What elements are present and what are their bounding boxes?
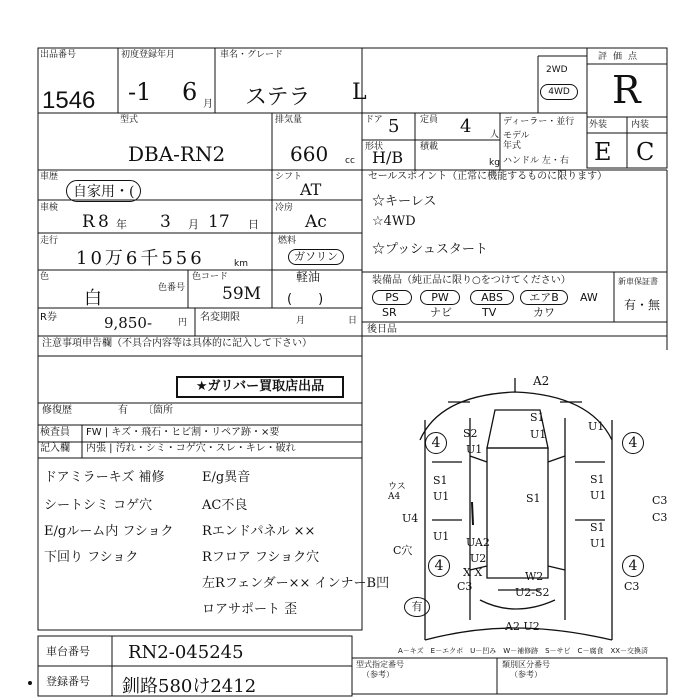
yen: 円	[178, 318, 188, 328]
mark-u1-r2: U1	[590, 537, 607, 550]
inspection-label: 車検	[40, 203, 59, 213]
car-name: ステラ	[245, 85, 311, 110]
mileage: 10万6千556	[76, 248, 205, 269]
reg-label: 登録番号	[46, 675, 90, 688]
year-suffix: 年	[116, 218, 127, 231]
first-reg-year: -1	[128, 78, 152, 106]
ac-label: 冷房	[275, 203, 294, 213]
recorder-label: 記入欄	[40, 443, 70, 454]
shape-label: 形状	[365, 142, 384, 152]
model-label: 型式	[120, 115, 139, 125]
mark-c3-r2: C3	[652, 511, 668, 524]
mark-s1-l: S1	[433, 474, 448, 487]
day-suffix: 日	[248, 218, 259, 231]
mark-s1-r1: S1	[590, 473, 605, 486]
codes-row-1: FW | キズ・飛石・ヒビ割・リペア跡・×要	[86, 427, 280, 438]
mark-u1: U1	[530, 428, 547, 441]
mark-u1-l: U1	[433, 490, 450, 503]
ext-label: 外装	[589, 120, 608, 130]
note-line-9: 左Rフェンダー×× インナーB凹	[202, 576, 390, 591]
mileage-label: 走行	[40, 236, 59, 246]
cc-unit: cc	[345, 156, 355, 166]
doors: 5	[388, 116, 400, 137]
ext-grade: E	[594, 138, 612, 166]
mark-ua2: UA2	[466, 536, 490, 549]
repair-yes: 有	[118, 405, 128, 416]
mark-xx: X X	[463, 566, 483, 579]
recycle-label: R券	[40, 312, 57, 323]
note-line-4: AC不良	[202, 498, 248, 513]
month-suffix: 月	[203, 99, 213, 110]
gulliver-stamp: ★ガリバー買取店出品	[176, 376, 344, 398]
spare-tire-yes: 有	[404, 597, 430, 617]
equip-tv: TV	[482, 306, 497, 319]
fuel-label: 燃料	[278, 236, 297, 246]
dealer-label: ディーラー・並行	[503, 117, 575, 127]
load-label: 積載	[420, 142, 439, 152]
lot-number: 1546	[42, 87, 96, 114]
note-line-7: 下回り フショク	[44, 550, 139, 565]
grade: L	[352, 80, 367, 105]
mark-u1-fr: U1	[588, 420, 605, 433]
mark-usu-a4: ウス A4	[388, 482, 406, 502]
note-line-3: シートシミ コゲ穴	[44, 498, 153, 513]
mark-c3-r1: C3	[652, 494, 668, 507]
repair-label: 修復歴	[42, 405, 72, 416]
equipment-title: 装備品（純正品に限り○をつけてください）	[372, 275, 571, 286]
ref2-label: 類別区分番号	[502, 660, 550, 669]
score: R	[612, 68, 641, 112]
equip-leather: カワ	[533, 306, 555, 319]
insp-era: R	[82, 212, 95, 232]
warranty-value: 有・無	[624, 298, 661, 312]
note-line-10: ロアサポート 歪	[202, 602, 298, 617]
shape: H/B	[372, 148, 404, 167]
model: DBA-RN2	[128, 142, 226, 166]
equip-abs: ABS	[470, 290, 514, 305]
repair-bracket: 〔箇所	[143, 405, 173, 416]
sales-point-1: ☆キーレス	[372, 194, 437, 209]
mark-c3-rl: C3	[457, 580, 473, 593]
mark-u1-l2: U1	[433, 530, 450, 543]
equip-airbag: エアB	[520, 290, 568, 305]
notes-title: 注意事項申告欄（不具合内容等は具体的に記入して下さい）	[42, 338, 312, 349]
equip-ps: PS	[372, 290, 412, 305]
car-diagram	[420, 378, 612, 640]
mark-u1-b: U1	[466, 443, 483, 456]
capacity: 4	[460, 116, 472, 137]
name-change-label: 名変期限	[200, 312, 240, 323]
ref2-sub: （参考）	[510, 670, 542, 679]
mark-w2: W2	[525, 570, 544, 583]
equip-navi: ナビ	[430, 306, 452, 319]
insp-month: 3	[160, 212, 171, 232]
mark-c-hole: C穴	[393, 544, 413, 557]
first-reg-month: 6	[182, 78, 198, 106]
note-line-8: Rフロア フショク穴	[202, 550, 320, 565]
mark-s2: S2	[463, 427, 478, 440]
nc-month: 月	[296, 316, 306, 326]
new-warranty-label: 新車保証書	[618, 277, 658, 286]
note-line-6: Rエンドパネル ××	[202, 524, 316, 539]
inspector-label: 検査員	[40, 427, 70, 438]
tire-4-rr: 4	[622, 555, 644, 577]
drive-2wd: 2WD	[546, 65, 568, 75]
handle-label: ハンドル 左・右	[503, 156, 569, 166]
mark-a2-top: A2	[533, 374, 550, 388]
first-reg-label: 初度登録年月	[121, 50, 176, 60]
tire-4-rl: 4	[428, 555, 450, 577]
mark-u1-r1: U1	[590, 489, 607, 502]
mark-u2: U2	[470, 552, 487, 565]
tire-4-fr: 4	[622, 432, 644, 454]
codes-row-2: 内張 | 汚れ・シミ・コゲ穴・スレ・キレ・破れ	[86, 443, 296, 454]
capacity-label: 定員	[420, 115, 439, 125]
capacity-unit: 人	[490, 130, 500, 140]
ref1-label: 型式指定番号	[356, 660, 404, 669]
equip-sr: SR	[382, 306, 397, 319]
sales-point-3: ☆プッシュスタート	[372, 242, 488, 257]
int-grade: C	[636, 138, 655, 166]
insp-year: 8	[98, 212, 109, 232]
score-label: 評価点	[598, 52, 644, 62]
note-line-1: ドアミラーキズ 補修	[44, 470, 165, 485]
year-label: モデル年式	[503, 131, 530, 151]
fuel-kei: 軽油	[296, 270, 321, 284]
doors-label: ドア	[365, 115, 383, 125]
sales-point-2: ☆4WD	[372, 214, 416, 229]
color-no-label: 色番号	[158, 283, 186, 293]
km-unit: km	[234, 259, 248, 269]
ac: Ac	[305, 212, 327, 232]
cc-label: 排気量	[275, 115, 303, 125]
insp-day: 17	[208, 212, 230, 232]
mark-c3-rr: C3	[624, 580, 640, 593]
lot-label: 出品番号	[40, 50, 77, 60]
mark-a2-u2: A2 U2	[505, 620, 540, 633]
mark-s1-r2: S1	[590, 521, 605, 534]
color-code: 59M	[222, 284, 262, 304]
mark-u2-s2: U2-S2	[515, 586, 550, 599]
equip-aw: AW	[580, 291, 598, 304]
fuel-bracket: ( )	[287, 292, 324, 307]
ref1-sub: （参考）	[362, 670, 394, 679]
reg-number: 釧路580け2412	[122, 676, 257, 697]
load-unit: kg	[489, 158, 500, 168]
note-line-2: E/g異音	[202, 470, 251, 485]
mark-u4: U4	[402, 512, 419, 525]
month-suffix-2: 月	[188, 218, 199, 231]
shift: AT	[300, 180, 322, 199]
damage-legend: A－キズ E－エクボ U－凹み W－補修跡 S－サビ C－腐食 XX－交換済	[398, 647, 649, 655]
color-code-label: 色コード	[192, 272, 229, 282]
vin-label: 車台番号	[46, 645, 90, 658]
rear-seat: 後日品	[367, 324, 397, 335]
sales-points-title: セールスポイント（正常に機能するものに限ります）	[368, 171, 608, 182]
equip-pw: PW	[420, 290, 460, 305]
nc-day: 日	[348, 316, 358, 326]
tire-4-fl: 4	[425, 432, 447, 454]
fuel-gasoline: ガソリン	[288, 249, 344, 265]
color: 白	[84, 288, 102, 309]
mark-s1: S1	[530, 411, 545, 424]
cc: 660	[290, 142, 329, 166]
drive-4wd: 4WD	[540, 84, 578, 100]
recycle: 9,850-	[104, 314, 153, 332]
name-label: 車名・グレード	[220, 50, 284, 60]
note-line-5: E/gルーム内 フショク	[44, 524, 174, 539]
int-label: 内装	[631, 120, 650, 130]
shift-label: シフト	[275, 172, 303, 182]
history-value: 自家用・(	[66, 180, 141, 202]
color-label: 色	[40, 272, 50, 282]
mark-s1-roof: S1	[526, 492, 541, 505]
history-label: 車歴	[40, 172, 59, 182]
vin: RN2-045245	[128, 642, 244, 663]
